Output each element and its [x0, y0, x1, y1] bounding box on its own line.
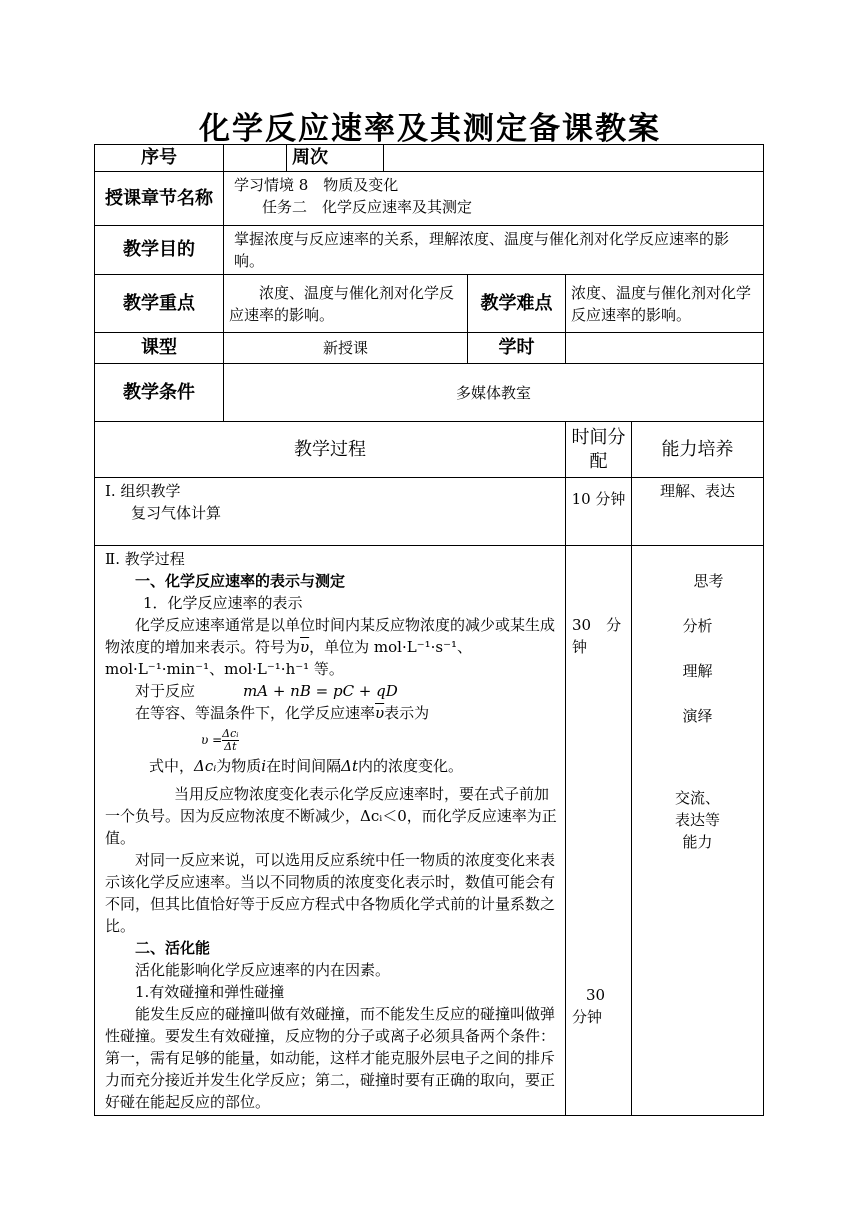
- chapter-line-2: 任务二 化学反应速率及其测定: [262, 198, 473, 216]
- page-title: 化学反应速率及其测定备课教案: [199, 111, 661, 147]
- difficult-label: 教学难点: [468, 275, 566, 333]
- heading-rate: 一、化学反应速率的表示与测定: [135, 572, 346, 590]
- goal-value: 掌握浓度与反应速率的关系，理解浓度、温度与催化剂对化学反应速率的影响。: [224, 226, 764, 275]
- skill-understanding: 理解: [682, 662, 713, 680]
- skill-thinking: 思考: [693, 572, 724, 590]
- skill-extra-3: 能力: [682, 833, 713, 851]
- hours-label: 学时: [468, 333, 566, 364]
- explain-b: 为物质: [216, 757, 262, 775]
- hours-value: [566, 333, 764, 364]
- section2-time-2a: 30: [586, 986, 606, 1004]
- paragraph-rate-definition: [105, 614, 559, 680]
- section2-time-1: 30 分钟: [572, 616, 622, 656]
- paragraph-same-reaction: 对同一反应来说，可以选用反应系统中任一物质的浓度变化来表示该化学反应速率。当以不同物质的浓度变化表示时，数值可能会有不同，但其比值恰好等于反应方程式中各物质化学式前的计量系数之比。: [105, 851, 556, 935]
- time-header: 时间分配: [566, 422, 632, 478]
- time-spacer: [572, 658, 626, 984]
- lesson-plan-table: [94, 144, 764, 1116]
- section2-time-2b: 分钟: [572, 1008, 603, 1026]
- difficult-value: 浓度、温度与催化剂对化学反应速率的影响。: [566, 275, 764, 333]
- rate-symbol: $\overline{\upsilon}$: [300, 638, 310, 656]
- explain-dt: Δt: [341, 757, 358, 775]
- process-header: 教学过程: [95, 422, 566, 478]
- goal-label: 教学目的: [95, 226, 224, 275]
- formula-lhs: υ =: [201, 733, 223, 747]
- type-label: 课型: [95, 333, 224, 364]
- paragraph-collision: 能发生反应的碰撞叫做有效碰撞，而不能发生反应的碰撞叫做弹性碰撞。要发生有效碰撞，反应物的分子或离子必须具备两个条件：第一，需有足够的能量，如动能，这样才能克服外层电子之间的排斥力而充分接近并发生化学反应；第二，碰撞时要有正确的取向，要正好碰在能起反应的部位。: [105, 1005, 556, 1111]
- skill-extra-2: 表达等: [674, 811, 720, 829]
- explain-a: 式中，: [149, 757, 195, 775]
- condition-tail: 表示为: [384, 704, 430, 722]
- skill-analysis: 分析: [682, 617, 713, 635]
- condition-line: [105, 702, 559, 724]
- seq-value: [224, 145, 287, 172]
- type-value: 新授课: [224, 333, 468, 364]
- chapter-label: 授课章节名称: [95, 172, 224, 226]
- week-value: [384, 145, 764, 172]
- formula-explanation: [105, 755, 559, 777]
- reaction-equation: mA + nB = pC + qD: [243, 682, 398, 700]
- subheading-rate-expression: 1．化学反应速率的表示: [143, 594, 303, 612]
- paragraph-negative-sign: 当用反应物浓度变化表示化学反应速率时，要在式子前加一个负号。因为反应物浓度不断减少，Δcᵢ＜0，而化学反应速率为正值。: [105, 785, 557, 847]
- skill-extra-1: 交流、: [674, 789, 720, 807]
- seq-label: 序号: [95, 145, 224, 172]
- cond-label: 教学条件: [95, 364, 224, 422]
- rate-units: ，单位为 mol·L⁻¹·s⁻¹、mol·L⁻¹·min⁻¹、mol·L⁻¹·h⁻¹ 等。: [105, 638, 473, 678]
- heading-activation-energy: 二、活化能: [135, 939, 211, 957]
- key-value: 浓度、温度与催化剂对化学反应速率的影响。: [224, 275, 468, 333]
- paragraph-activation-energy: 活化能影响化学反应速率的内在因素。: [135, 961, 391, 979]
- explain-d: 内的浓度变化。: [358, 757, 464, 775]
- section1-heading: Ⅰ. 组织教学: [105, 482, 181, 500]
- reaction-label: 对于反应: [135, 682, 196, 700]
- formula-fraction: [222, 728, 238, 753]
- section1-line: 复习气体计算: [131, 504, 222, 522]
- formula-denominator: Δt: [224, 739, 237, 753]
- condition-text: 在等容、等温条件下，化学反应速率: [135, 704, 376, 722]
- cond-value: 多媒体教室: [224, 364, 764, 422]
- skill-header: 能力培养: [632, 422, 764, 478]
- skill-deduction: 演绎: [682, 707, 713, 725]
- explain-i: i: [261, 757, 267, 775]
- rate-formula: [105, 724, 559, 755]
- section1-time: 10 分钟: [566, 478, 632, 546]
- explain-c: 在时间间隔: [266, 757, 342, 775]
- formula-numerator: Δcᵢ: [222, 726, 239, 740]
- reaction-line: [105, 680, 559, 702]
- explain-dc: Δcᵢ: [194, 757, 217, 775]
- section2-heading: Ⅱ. 教学过程: [105, 550, 185, 568]
- subheading-collision: 1.有效碰撞和弹性碰撞: [135, 983, 285, 1001]
- chapter-line-1: 学习情境 8 物质及变化: [234, 176, 399, 194]
- rate-symbol-2: $\overline{\upsilon}$: [375, 704, 385, 722]
- key-label: 教学重点: [95, 275, 224, 333]
- section1-skill: 理解、表达: [632, 478, 764, 546]
- week-label: 周次: [287, 145, 384, 172]
- paragraph-rate-definition-text: 化学反应速率通常是以单位时间内某反应物浓度的减少或某生成物浓度的增加来表示。符号为: [105, 616, 556, 656]
